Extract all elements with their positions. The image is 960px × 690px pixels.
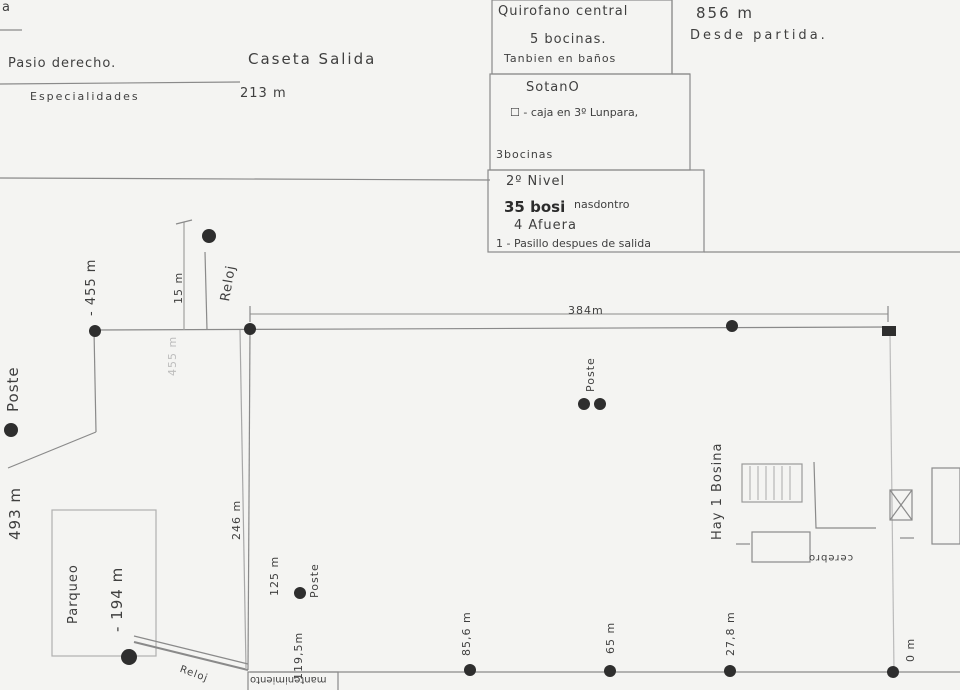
- poste-center-label: Poste: [584, 357, 597, 392]
- quirofano-title: Quirofano central: [498, 4, 629, 19]
- poste-bottom-dot: [294, 587, 306, 599]
- dist-455-faint-label: 455 m: [166, 335, 179, 376]
- sotano-bocinas: 3bocinas: [496, 148, 554, 161]
- dist-246-label: 246 m: [230, 499, 243, 540]
- segundo-nivel-title: 2º Nivel: [506, 174, 566, 189]
- road-246: [248, 330, 250, 670]
- dist-213-label: 213 m: [240, 86, 287, 101]
- corner-label: a: [2, 0, 11, 15]
- reloj-line: [205, 252, 207, 330]
- reloj-label: Reloj: [218, 263, 240, 303]
- marker-27-dot: [724, 665, 736, 677]
- dist-125-label: 125 m: [268, 555, 281, 596]
- reloj-dot: [202, 229, 216, 243]
- sotano-caja: ☐ - caja en 3º Lunpara,: [510, 106, 639, 119]
- dist-384-label: 384m: [568, 304, 604, 317]
- left-road-diagonal: [8, 432, 96, 468]
- cerebro-box: [752, 532, 810, 562]
- especialidades-label: Especialidades: [30, 90, 140, 103]
- dist-65-label: 65 m: [604, 621, 617, 654]
- road-dot-right: [726, 320, 738, 332]
- parqueo-dot: [121, 649, 137, 665]
- cerebro-label: cerebro: [808, 552, 854, 563]
- quirofano-banos: Tanbien en baños: [504, 52, 617, 65]
- marker-65-dot: [604, 665, 616, 677]
- caseta-salida-label: Caseta Salida: [248, 50, 377, 68]
- dist-194-label: - 194 m: [108, 566, 126, 632]
- dist-455-label: - 455 m: [84, 258, 99, 316]
- partida-label: Desde partida.: [690, 28, 828, 43]
- road-end-marker: [882, 326, 896, 336]
- poste-bottom-label: Poste: [308, 563, 321, 598]
- mantenimiento-label: mantenimiento: [250, 674, 327, 685]
- main-road: [94, 327, 890, 330]
- header-divider: [0, 82, 240, 84]
- reloj-bottom-label: Reloj: [178, 664, 210, 685]
- stairs-hatch: [750, 466, 790, 500]
- dist-15-label: 15 m: [172, 271, 185, 304]
- dist-493-label: 493 m: [6, 486, 24, 540]
- hay-bosina-label: Hay 1 Bosina: [710, 442, 725, 540]
- dist-856-label: 85,6 m: [460, 611, 473, 656]
- pasio-derecho-label: Pasio derecho.: [8, 56, 117, 71]
- partida-distance: 856 m: [696, 4, 755, 22]
- parqueo-access-road-edge: [134, 636, 248, 664]
- poste-left-dot: [4, 423, 18, 437]
- section-divider: [0, 178, 490, 180]
- poste-center-dot-b: [594, 398, 606, 410]
- left-road-vertical: [94, 330, 96, 432]
- poste-center-dot-a: [578, 398, 590, 410]
- segundo-nivel-pasillo: 1 - Pasillo despues de salida: [496, 237, 651, 250]
- dist-1195-label: 119,5m: [292, 631, 305, 680]
- parqueo-label: Parqueo: [66, 564, 81, 624]
- right-edge-building: [932, 468, 960, 544]
- right-building-outline: [814, 462, 876, 528]
- marker-0-dot: [887, 666, 899, 678]
- post-455-dot: [89, 325, 101, 337]
- stairs-box: [742, 464, 802, 502]
- segundo-nivel-dentro-label: nasdontro: [574, 198, 630, 211]
- poste-left-label: Poste: [4, 366, 22, 412]
- road-junction-dot: [244, 323, 256, 335]
- segundo-nivel-dentro-num: 35 bosi: [504, 198, 566, 216]
- segundo-nivel-afuera: 4 Afuera: [514, 218, 577, 233]
- sotano-title: SotanO: [526, 80, 580, 95]
- dist-278-label: 27,8 m: [724, 611, 737, 656]
- marker-85-dot: [464, 664, 476, 676]
- dist-0-label: 0 m: [904, 637, 917, 662]
- quirofano-bocinas: 5 bocinas.: [530, 32, 607, 47]
